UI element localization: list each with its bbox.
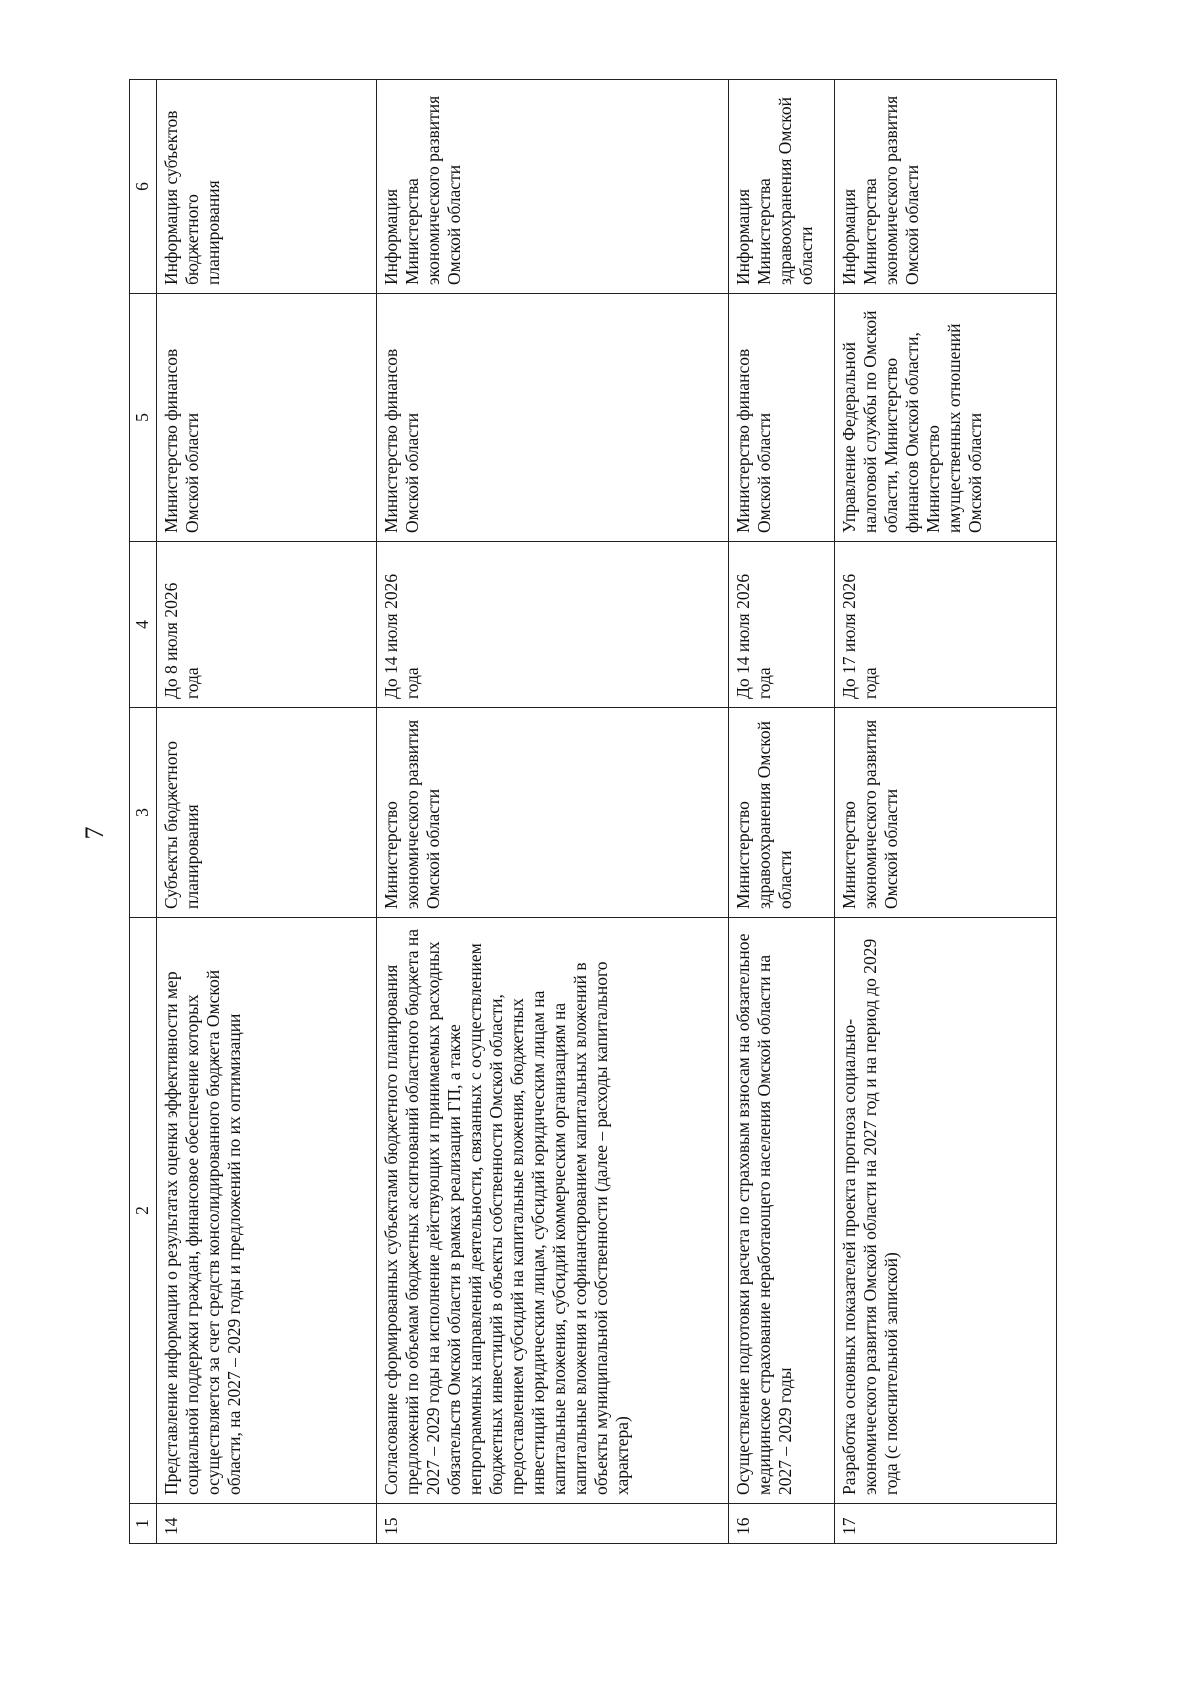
row-description: Согласование сформированных субъектами бюджетного планирования предложений по объемам бюджетных ассигнований областного бюджета на 2027 – 2029 годы на исполнение действующих и принимаемых расходных обязательств Омской области в рамках реализации ГП, а также непрограммных направлений деятельности, связанных с осуществлением бюджетных инвестиций в объекты собственности Омской области, предоставлением субсидий на капитальные вложения, бюджетных инвестиций юридическим лицам, субсидий юридическим лицам на капитальные вложения, субсидий коммерческим организациям на капитальные вложения и софинансированием капитальных вложений в объекты муниципальной собственности (далее – расходы капитального характера) <box>377 918 729 1504</box>
row-recipient: Министерство финансов Омской области <box>729 294 835 542</box>
page-number: 7 <box>80 826 109 840</box>
row-number: 14 <box>157 1504 377 1544</box>
row-source: Информация субъектов бюджетного планирования <box>157 80 377 294</box>
row-recipient: Управление Федеральной налоговой службы по Омской области, Министерство финансов Омской области, Министерство имущественных отношений Омской области <box>835 294 1057 542</box>
column-header: 5 <box>130 294 157 542</box>
column-header: 2 <box>130 918 157 1504</box>
schedule-table <box>129 79 1057 1544</box>
row-source: Информация Министерства здравоохранения Омской области <box>729 80 835 294</box>
row-number: 15 <box>377 1504 729 1544</box>
table-row <box>377 80 729 1544</box>
table-row <box>729 80 835 1544</box>
row-executor: Министерство экономического развития Омской области <box>377 708 729 918</box>
row-deadline: До 14 июля 2026 года <box>377 542 729 708</box>
column-header: 4 <box>130 542 157 708</box>
row-description: Представление информации о результатах оценки эффективности мер социальной поддержки граждан, финансовое обеспечение которых осуществляется за счет средств консолидированного бюджета Омской области, на 2027 – 2029 годы и предложений по их оптимизации <box>157 918 377 1504</box>
row-source: Информация Министерства экономического развития Омской области <box>835 80 1057 294</box>
row-source: Информация Министерства экономического развития Омской области <box>377 80 729 294</box>
row-number: 16 <box>729 1504 835 1544</box>
row-number: 17 <box>835 1504 1057 1544</box>
header-row <box>130 80 157 1544</box>
rotated-table-sheet <box>129 80 1057 1544</box>
row-executor: Субъекты бюджетного планирования <box>157 708 377 918</box>
column-header: 6 <box>130 80 157 294</box>
row-deadline: До 14 июля 2026 года <box>729 542 835 708</box>
row-description: Разработка основных показателей проекта прогноза социально-экономического развития Омской области на 2027 год и на период до 2029 года (с пояснительной запиской) <box>835 918 1057 1504</box>
row-description: Осуществление подготовки расчета по страховым взносам на обязательное медицинское страхование неработающего населения Омской области на 2027 – 2029 годы <box>729 918 835 1504</box>
row-executor: Министерство здравоохранения Омской области <box>729 708 835 918</box>
row-recipient: Министерство финансов Омской области <box>377 294 729 542</box>
row-executor: Министерство экономического развития Омской области <box>835 708 1057 918</box>
row-deadline: До 8 июля 2026 года <box>157 542 377 708</box>
row-recipient: Министерство финансов Омской области <box>157 294 377 542</box>
table-row <box>835 80 1057 1544</box>
column-header: 3 <box>130 708 157 918</box>
column-header: 1 <box>130 1504 157 1544</box>
row-deadline: До 17 июля 2026 года <box>835 542 1057 708</box>
table-row <box>157 80 377 1544</box>
